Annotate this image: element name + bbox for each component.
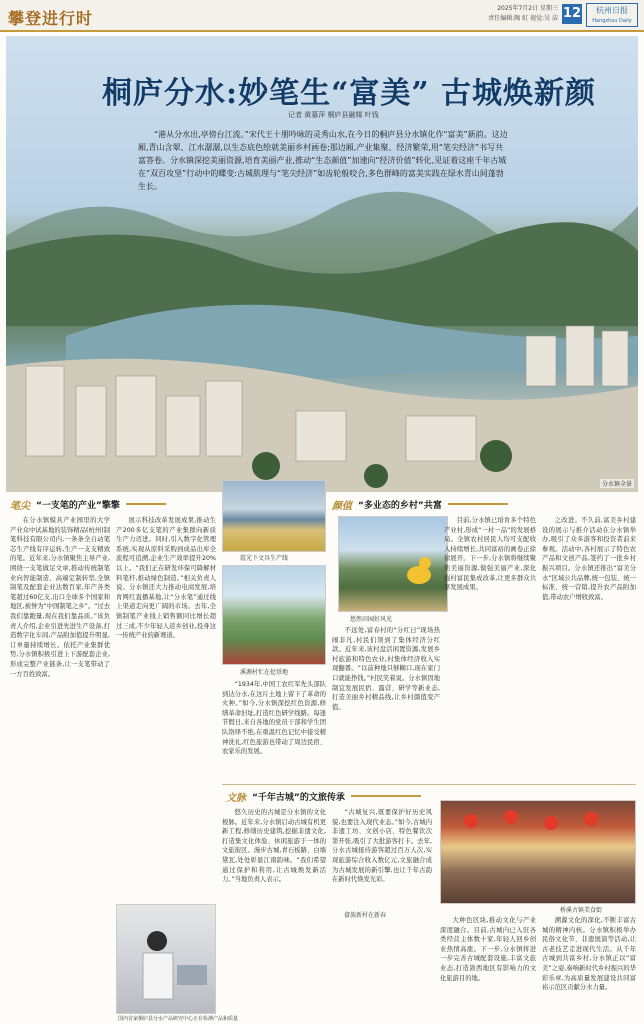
body-column-4: 不远处,富春村的“分红日”现场热闹非凡,村民们领到了集体经济分红款。近年来,该村盘活闲置资源,发展乡村旅游和特色农业,村集体经济收入实现翻番。“以前种地只够糊口,现在家门口就能挣钱。”村民笑着说。分水镇因地制宜发展民宿、露营、研学等新业态,打造美丽乡村精品线,让乡村颜值变产值。 — [332, 627, 440, 711]
section-heading-2 — [332, 496, 508, 512]
section-rule — [448, 503, 508, 505]
photo-caption: 霞光下文具生产线 — [240, 555, 289, 562]
village-photo — [338, 516, 448, 612]
section-heading-3 — [226, 788, 421, 804]
section-tag: 笔尖 — [10, 500, 30, 512]
body-column-3: “1934年,中国工农红军先头部队到达分水,在这片土地上留下了革命的火种。”如今,分水镇深挖红色资源,修缮革命旧址,打造红色研学线路。每逢节假日,来自各地的党员干部和学生团队络绎不绝,在重温红色记忆中接受精神洗礼,红色旅游也带动了周边民宿、农家乐的发展。 — [222, 681, 326, 756]
section-title: “多业态的乡村”共富 — [358, 500, 442, 511]
logo-subtext: Hangzhou Daily — [592, 18, 632, 24]
hero-caption: 分水镇全景 — [601, 481, 632, 488]
photo-caption: 桥溪古镇美食街 — [560, 907, 603, 914]
section-heading-1 — [10, 496, 166, 512]
section-title: “千年古城”的文旅传承 — [252, 792, 345, 803]
body-column-9: 大种色区块,推动文化与产业深度融合。目前,古城内已入驻各类经营主体数十家,年轻人回乡创业热情高涨。下一步,分水镇将进一步完善古城配套设施,丰富文旅业态,打造浙西地区有影响力的文化旅游目的地。 — [440, 917, 536, 982]
article-byline: 记者 黄慕萍 桐庐县融媒 叶钱 — [288, 111, 379, 119]
body-column-7: 悠久历史的古城是分水镇的文化根脉。近年来,分水镇启动古城有机更新工程,修缮历史建筑,挖掘非遗文化,打造集文化体验、休闲旅游于一体的文旅街区。漫步古城,青石板路、白墙黛瓦,处处彰显江南韵味。“我们希望通过保护和利用,让古城焕发新活力。”当地负责人表示。 — [222, 809, 326, 884]
masthead — [0, 0, 644, 32]
page-meta — [488, 4, 558, 24]
body-column-8: “古城复兴,既要保护好历史风貌,也要注入现代业态。”如今,古城内非遗工坊、文创小店、特色餐饮次第开张,吸引了大批游客打卡。去年,分水古城接待游客超过百万人次,实现旅游综合收入数亿元,文旅融合成为古城发展的新引擎,也让千年古韵在新时代焕发光彩。 — [332, 809, 432, 884]
article-lead: “港从分水出,亭傍台江流。”宋代王十朋吟咏的灵秀山水,在今日的桐庐县分水镇化作“富美”新韵。这边厢,青山含翠、江水潺潺,以生态底色绘就美丽乡村画卷;那边厢,产业集聚、经济繁荣,用“笔尖经济”书写共富答卷。分水镇深挖美丽资源,培育美丽产业,推动“生态颜值”加速向“经济价值”转化,见证着这座千年古城在“双百攻坚”行动中的蝶变:古城肌理与“笔尖经济”如齿轮般咬合,多色群峰的富美实践在绿水青山间蓬勃生长。 — [138, 130, 508, 191]
hero-photo — [6, 36, 638, 492]
body-column-1: 在分水镇模具产业园里的大学产业众中试基地的装饰精品(杭州)制笔科技有限公司内,一条条全自动笔芯生产线有序运转,生产一支支精致的笔。近年来,分水镇聚焦主导产业,围绕一支笔做足文章,推动传统制笔业向智能制造、高端定制转型,全镇制笔及配套企业达数百家,年产各类笔超过60亿支,出口全球多个国家和地区,被誉为“中国制笔之乡”。“过去我们靠跑量,现在我们靠品质。”该负责人介绍,企业引进先进生产设备,打造数字化车间,产品附加值提升明显,订单量持续增长。依托产业集群优势,分水镇积极引进上下游配套企业,形成完整产业链条,让一支笔带动了一方百姓致富。 — [10, 517, 110, 678]
newspaper-logo — [586, 3, 638, 27]
editors-credit: 责任编辑:陶 虹 视觉:吴 洁 — [488, 15, 558, 22]
logo-text: 杭州日报 — [596, 6, 628, 15]
section-tag: 颜值 — [332, 500, 352, 512]
photo-caption: 国内首家桐庐县分水产品研究中心正在检测产品和质量 — [118, 1016, 239, 1022]
photo-caption: 畲族新村在新春 — [344, 912, 387, 919]
body-column-5: 目前,分水镇已培育多个特色产业村,形成“一村一品”的发展格局。全镇农村居民人均可支配收入持续增长,共同富裕的画卷正徐徐展开。下一步,分水镇将继续聚焦美丽资源,做强美丽产业,深化强村富民集成改革,让更多群众共享发展成果。 — [444, 517, 536, 592]
article-headline: 桐庐分水:妙笔生“富美” 古城焕新颜 — [102, 76, 597, 111]
page-number: 12 — [562, 4, 582, 24]
photo-caption: 溪源村忙在挖基地 — [240, 669, 289, 676]
body-column-6: 之改进。不久前,富美乡村建设的展示与推介活动在分水镇举办,吸引了众多游客和投资者前来参观。活动中,各村展示了特色农产品和文创产品,签约了一批乡村振兴项目。分水镇还推出“富美分水”区域公共品牌,统一包装、统一标准、统一营销,提升农产品附加值,带动农户增收致富。 — [542, 517, 636, 601]
section-rule — [126, 503, 166, 505]
factory-photo — [222, 480, 326, 552]
lab-photo — [116, 904, 216, 1014]
lanterns-illustration — [441, 801, 636, 904]
fields-photo — [222, 565, 326, 665]
researcher-illustration — [117, 905, 216, 1014]
section-divider — [222, 784, 636, 785]
photo-caption: 悠然田园好风光 — [350, 616, 393, 623]
section-tag: 文脉 — [226, 792, 246, 804]
section-rule — [351, 795, 421, 797]
market-photo — [440, 800, 636, 904]
section-title: “一支笔的产业”擎擎 — [36, 500, 120, 511]
duck-figure-illustration — [339, 517, 448, 612]
body-column-10: 溯源文化的深化,不断丰富古城的精神内核。分水镇积极举办民俗文化节、非遗展演等活动,让古老技艺走进现代生活。从千年古城到共富乡村,分水镇正以“富美”之姿,奏响新时代乡村振兴的华彩乐章,为高质量发展建设共同富裕示范区贡献分水力量。 — [542, 917, 636, 992]
body-column-2: 展示科技改革发展成果,推动生产200多亿支笔的产业集群向新质生产力迈进。同时,引入数字化管理系统,实现从原料采购到成品出库全流程可追溯,企业生产效率提升20%以上。“我们正在研发环保可降解材料笔杆,推动绿色制造。”相关负责人说。分水镇还大力推动电商发展,培育网红直播基地,让“分水笔”通过线上渠道走向更广阔的市场。去年,全镇制笔产业线上销售额同比增长超过三成,不少年轻人返乡创业,投身这一传统产业的新赛道。 — [116, 517, 216, 640]
section-title: 攀登进行时 — [8, 9, 94, 28]
issue-date: 2025年7月2日 星期三 — [497, 5, 558, 12]
